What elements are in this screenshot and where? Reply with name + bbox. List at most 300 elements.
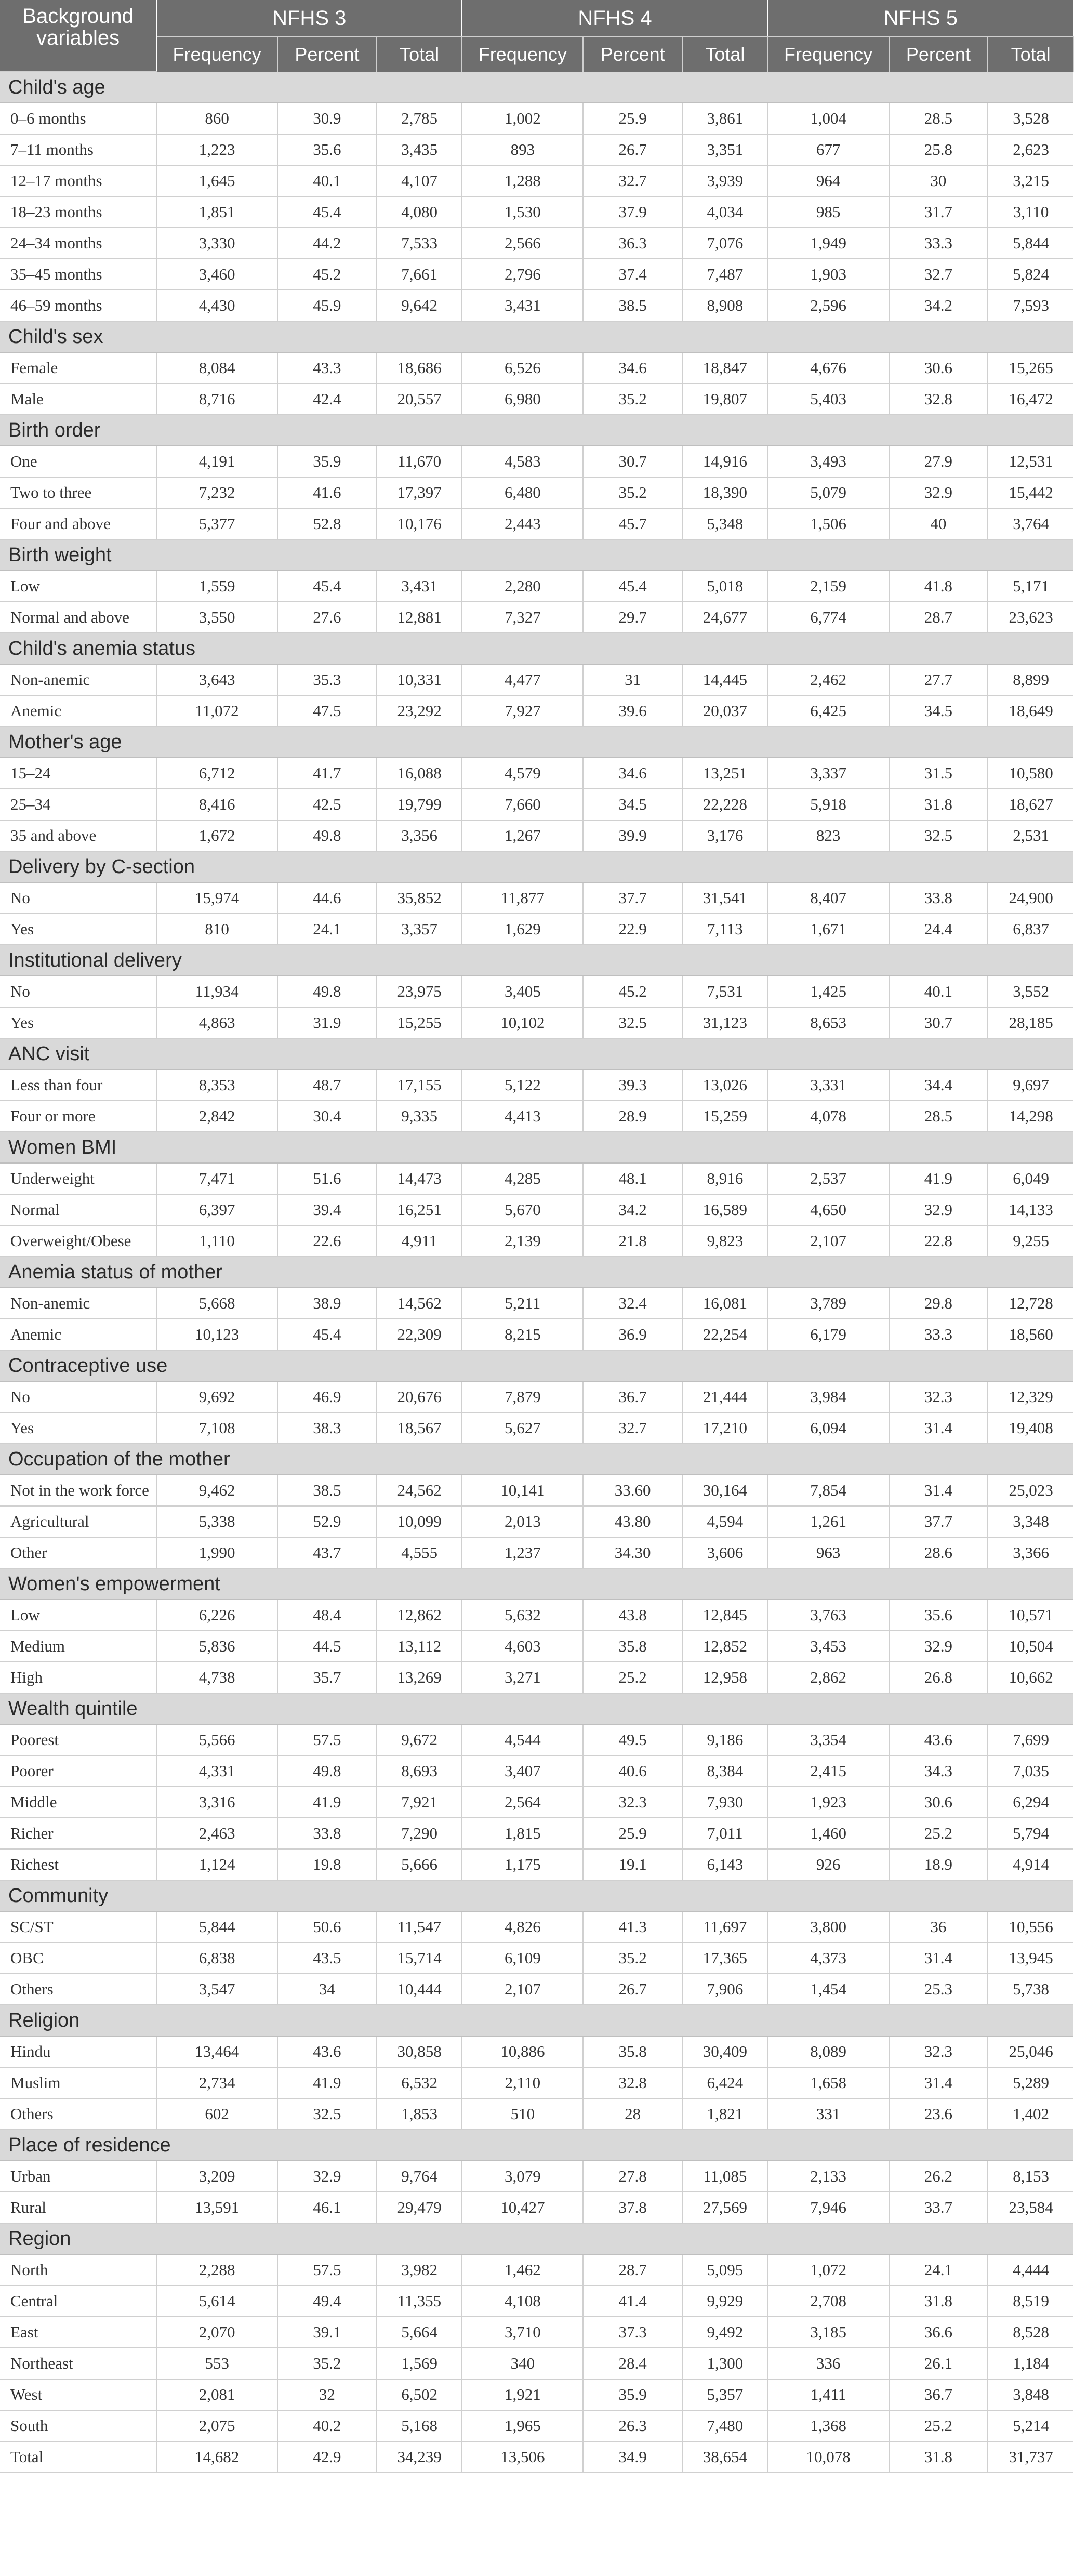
table-cell: 10,886 xyxy=(462,2036,583,2067)
table-cell: 1,990 xyxy=(156,1537,277,1568)
table-cell: 16,589 xyxy=(682,1194,768,1225)
table-cell: 18,627 xyxy=(988,789,1073,820)
table-cell: 12,329 xyxy=(988,1381,1073,1412)
table-cell: 8,519 xyxy=(988,2286,1073,2317)
group-header-row xyxy=(0,1880,1073,1911)
table-cell: 33.7 xyxy=(889,2192,988,2223)
table-cell: 35.8 xyxy=(583,2036,682,2067)
table-row xyxy=(0,1755,1073,1787)
table-cell: 39.4 xyxy=(277,1194,377,1225)
table-cell: 51.6 xyxy=(277,1163,377,1194)
table-cell: 4,579 xyxy=(462,758,583,789)
table-cell: 3,764 xyxy=(988,508,1073,539)
group-title: Contraceptive use xyxy=(0,1350,1073,1381)
table-cell: 6,143 xyxy=(682,1849,768,1880)
table-cell: 43.8 xyxy=(583,1600,682,1631)
row-label: 35–45 months xyxy=(0,259,156,290)
table-cell: 48.7 xyxy=(277,1069,377,1101)
table-cell: 11,934 xyxy=(156,976,277,1007)
table-cell: 2,531 xyxy=(988,820,1073,851)
table-cell: 28.9 xyxy=(583,1101,682,1132)
table-row xyxy=(0,1101,1073,1132)
table-cell: 25.2 xyxy=(889,2410,988,2441)
row-label: 15–24 xyxy=(0,758,156,789)
row-label: Overweight/Obese xyxy=(0,1225,156,1257)
table-cell: 13,506 xyxy=(462,2441,583,2473)
row-label: Low xyxy=(0,571,156,602)
table-cell: 31.4 xyxy=(889,1943,988,1974)
table-cell: 14,682 xyxy=(156,2441,277,2473)
table-cell: 4,650 xyxy=(768,1194,889,1225)
table-cell: 25.8 xyxy=(889,134,988,165)
table-cell: 4,444 xyxy=(988,2254,1073,2286)
table-cell: 32.9 xyxy=(277,2161,377,2192)
table-cell: 11,072 xyxy=(156,695,277,726)
table-cell: 38.5 xyxy=(277,1475,377,1506)
table-cell: 1,300 xyxy=(682,2348,768,2379)
table-cell: 16,081 xyxy=(682,1288,768,1319)
table-row xyxy=(0,259,1073,290)
row-label: Yes xyxy=(0,914,156,945)
table-cell: 30.4 xyxy=(277,1101,377,1132)
group-header-row xyxy=(0,2223,1073,2254)
table-cell: 4,080 xyxy=(377,196,462,228)
table-row xyxy=(0,789,1073,820)
table-cell: 20,557 xyxy=(377,384,462,415)
table-cell: 29.7 xyxy=(583,602,682,633)
table-row xyxy=(0,2036,1073,2067)
table-row xyxy=(0,1787,1073,1818)
table-cell: 26.1 xyxy=(889,2348,988,2379)
table-cell: 17,210 xyxy=(682,1412,768,1444)
table-cell: 33.3 xyxy=(889,1319,988,1350)
table-row xyxy=(0,2348,1073,2379)
table-cell: 23.6 xyxy=(889,2098,988,2130)
table-cell: 46.1 xyxy=(277,2192,377,2223)
table-cell: 34.2 xyxy=(583,1194,682,1225)
table-cell: 2,288 xyxy=(156,2254,277,2286)
table-cell: 9,642 xyxy=(377,290,462,321)
table-cell: 33.8 xyxy=(277,1818,377,1849)
table-cell: 7,011 xyxy=(682,1818,768,1849)
table-cell: 34.6 xyxy=(583,352,682,384)
table-cell: 32.3 xyxy=(889,2036,988,2067)
table-cell: 22.6 xyxy=(277,1225,377,1257)
table-cell: 20,676 xyxy=(377,1381,462,1412)
table-cell: 5,211 xyxy=(462,1288,583,1319)
table-cell: 43.3 xyxy=(277,352,377,384)
table-cell: 1,402 xyxy=(988,2098,1073,2130)
table-cell: 1,368 xyxy=(768,2410,889,2441)
table-cell: 6,425 xyxy=(768,695,889,726)
table-cell: 50.6 xyxy=(277,1911,377,1943)
table-row xyxy=(0,1007,1073,1038)
table-cell: 11,355 xyxy=(377,2286,462,2317)
table-cell: 30.7 xyxy=(889,1007,988,1038)
table-cell: 1,072 xyxy=(768,2254,889,2286)
table-cell: 5,627 xyxy=(462,1412,583,1444)
table-cell: 7,930 xyxy=(682,1787,768,1818)
table-cell: 3,316 xyxy=(156,1787,277,1818)
table-row xyxy=(0,2254,1073,2286)
table-cell: 26.8 xyxy=(889,1662,988,1693)
table-cell: 1,851 xyxy=(156,196,277,228)
table-cell: 1,110 xyxy=(156,1225,277,1257)
table-cell: 45.7 xyxy=(583,508,682,539)
table-cell: 5,668 xyxy=(156,1288,277,1319)
table-cell: 5,836 xyxy=(156,1631,277,1662)
table-cell: 3,271 xyxy=(462,1662,583,1693)
row-label: 46–59 months xyxy=(0,290,156,321)
row-label: SC/ST xyxy=(0,1911,156,1943)
table-cell: 30.6 xyxy=(889,1787,988,1818)
table-cell: 2,596 xyxy=(768,290,889,321)
table-row xyxy=(0,290,1073,321)
table-cell: 25.9 xyxy=(583,103,682,134)
survey-header: NFHS 5 xyxy=(768,0,1073,37)
table-cell: 11,085 xyxy=(682,2161,768,2192)
group-title: Region xyxy=(0,2223,1073,2254)
table-cell: 32.9 xyxy=(889,477,988,508)
table-cell: 13,591 xyxy=(156,2192,277,2223)
table-cell: 27.9 xyxy=(889,446,988,477)
table-cell: 27.6 xyxy=(277,602,377,633)
row-label: Low xyxy=(0,1600,156,1631)
table-row xyxy=(0,165,1073,196)
table-cell: 38.3 xyxy=(277,1412,377,1444)
table-cell: 18,390 xyxy=(682,477,768,508)
table-cell: 13,945 xyxy=(988,1943,1073,1974)
table-cell: 3,939 xyxy=(682,165,768,196)
table-cell: 9,929 xyxy=(682,2286,768,2317)
table-cell: 810 xyxy=(156,914,277,945)
table-cell: 7,327 xyxy=(462,602,583,633)
table-cell: 10,504 xyxy=(988,1631,1073,1662)
table-cell: 34.3 xyxy=(889,1755,988,1787)
group-header-row xyxy=(0,1132,1073,1163)
table-cell: 7,232 xyxy=(156,477,277,508)
row-label: Rural xyxy=(0,2192,156,2223)
table-cell: 5,844 xyxy=(156,1911,277,1943)
table-cell: 7,927 xyxy=(462,695,583,726)
table-cell: 28.6 xyxy=(889,1537,988,1568)
row-label: Four and above xyxy=(0,508,156,539)
table-cell: 1,237 xyxy=(462,1537,583,1568)
table-cell: 4,107 xyxy=(377,165,462,196)
table-cell: 9,255 xyxy=(988,1225,1073,1257)
row-label: Agricultural xyxy=(0,1506,156,1537)
table-cell: 32.7 xyxy=(583,1412,682,1444)
table-cell: 19.1 xyxy=(583,1849,682,1880)
subcolumn-header: Total xyxy=(682,37,768,72)
table-cell: 35.9 xyxy=(277,446,377,477)
table-row xyxy=(0,1600,1073,1631)
table-cell: 6,502 xyxy=(377,2379,462,2410)
row-label: East xyxy=(0,2317,156,2348)
table-row xyxy=(0,2286,1073,2317)
table-cell: 49.8 xyxy=(277,1755,377,1787)
table-cell: 35.3 xyxy=(277,664,377,695)
table-cell: 25.9 xyxy=(583,1818,682,1849)
table-cell: 8,716 xyxy=(156,384,277,415)
table-cell: 31.8 xyxy=(889,789,988,820)
table-cell: 32.5 xyxy=(277,2098,377,2130)
group-title: Birth order xyxy=(0,415,1073,446)
table-cell: 12,845 xyxy=(682,1600,768,1631)
table-cell: 2,785 xyxy=(377,103,462,134)
table-cell: 1,506 xyxy=(768,508,889,539)
table-cell: 5,844 xyxy=(988,228,1073,259)
table-cell: 5,614 xyxy=(156,2286,277,2317)
table-cell: 2,280 xyxy=(462,571,583,602)
row-label: West xyxy=(0,2379,156,2410)
table-cell: 24.1 xyxy=(277,914,377,945)
survey-header: NFHS 3 xyxy=(156,0,462,37)
table-row xyxy=(0,664,1073,695)
table-cell: 32 xyxy=(277,2379,377,2410)
table-cell: 10,444 xyxy=(377,1974,462,2005)
table-cell: 17,155 xyxy=(377,1069,462,1101)
table-cell: 7,480 xyxy=(682,2410,768,2441)
group-header-row xyxy=(0,1444,1073,1475)
table-cell: 4,583 xyxy=(462,446,583,477)
group-header-row xyxy=(0,539,1073,571)
table-cell: 17,397 xyxy=(377,477,462,508)
table-cell: 2,013 xyxy=(462,1506,583,1537)
table-cell: 6,526 xyxy=(462,352,583,384)
table-cell: 42.9 xyxy=(277,2441,377,2473)
table-row xyxy=(0,2410,1073,2441)
table-cell: 37.8 xyxy=(583,2192,682,2223)
table-cell: 45.2 xyxy=(277,259,377,290)
table-cell: 41.8 xyxy=(889,571,988,602)
table-cell: 9,335 xyxy=(377,1101,462,1132)
table-cell: 19.8 xyxy=(277,1849,377,1880)
table-cell: 3,215 xyxy=(988,165,1073,196)
row-label: 7–11 months xyxy=(0,134,156,165)
table-cell: 23,584 xyxy=(988,2192,1073,2223)
table-cell: 12,881 xyxy=(377,602,462,633)
table-cell: 4,191 xyxy=(156,446,277,477)
row-label: Female xyxy=(0,352,156,384)
table-cell: 22,228 xyxy=(682,789,768,820)
table-cell: 2,537 xyxy=(768,1163,889,1194)
table-row xyxy=(0,1381,1073,1412)
table-cell: 30,409 xyxy=(682,2036,768,2067)
table-cell: 5,566 xyxy=(156,1724,277,1755)
table-cell: 893 xyxy=(462,134,583,165)
row-label: Four or more xyxy=(0,1101,156,1132)
table-cell: 8,416 xyxy=(156,789,277,820)
table-cell: 7,879 xyxy=(462,1381,583,1412)
table-cell: 7,113 xyxy=(682,914,768,945)
table-row xyxy=(0,1506,1073,1537)
table-cell: 25.3 xyxy=(889,1974,988,2005)
table-cell: 15,255 xyxy=(377,1007,462,1038)
table-cell: 12,852 xyxy=(682,1631,768,1662)
table-cell: 3,110 xyxy=(988,196,1073,228)
table-cell: 7,533 xyxy=(377,228,462,259)
table-cell: 57.5 xyxy=(277,1724,377,1755)
table-cell: 2,133 xyxy=(768,2161,889,2192)
table-cell: 1,629 xyxy=(462,914,583,945)
table-cell: 7,906 xyxy=(682,1974,768,2005)
table-cell: 46.9 xyxy=(277,1381,377,1412)
row-label: North xyxy=(0,2254,156,2286)
table-cell: 3,185 xyxy=(768,2317,889,2348)
table-cell: 2,708 xyxy=(768,2286,889,2317)
table-row xyxy=(0,477,1073,508)
table-cell: 25,023 xyxy=(988,1475,1073,1506)
row-label: Central xyxy=(0,2286,156,2317)
table-cell: 3,435 xyxy=(377,134,462,165)
table-cell: 29,479 xyxy=(377,2192,462,2223)
table-cell: 35,852 xyxy=(377,882,462,914)
table-cell: 5,403 xyxy=(768,384,889,415)
table-cell: 12,728 xyxy=(988,1288,1073,1319)
table-cell: 1,645 xyxy=(156,165,277,196)
table-cell: 4,826 xyxy=(462,1911,583,1943)
table-cell: 5,824 xyxy=(988,259,1073,290)
table-cell: 30.7 xyxy=(583,446,682,477)
table-cell: 27.7 xyxy=(889,664,988,695)
table-cell: 1,460 xyxy=(768,1818,889,1849)
table-cell: 1,923 xyxy=(768,1787,889,1818)
table-cell: 9,697 xyxy=(988,1069,1073,1101)
table-cell: 32.5 xyxy=(583,1007,682,1038)
table-cell: 8,089 xyxy=(768,2036,889,2067)
table-header xyxy=(0,0,1073,72)
table-cell: 43.7 xyxy=(277,1537,377,1568)
table-cell: 37.4 xyxy=(583,259,682,290)
table-row xyxy=(0,2317,1073,2348)
table-cell: 31.4 xyxy=(889,2067,988,2098)
group-header-row xyxy=(0,2005,1073,2036)
group-header-row xyxy=(0,72,1073,103)
table-cell: 3,606 xyxy=(682,1537,768,1568)
table-cell: 15,442 xyxy=(988,477,1073,508)
table-cell: 4,676 xyxy=(768,352,889,384)
table-cell: 7,661 xyxy=(377,259,462,290)
table-cell: 32.3 xyxy=(889,1381,988,1412)
subcolumn-header: Total xyxy=(377,37,462,72)
table-cell: 36.6 xyxy=(889,2317,988,2348)
table-cell: 10,580 xyxy=(988,758,1073,789)
table-cell: 10,556 xyxy=(988,1911,1073,1943)
row-label: 0–6 months xyxy=(0,103,156,134)
survey-header: NFHS 4 xyxy=(462,0,767,37)
table-cell: 1,671 xyxy=(768,914,889,945)
table-cell: 331 xyxy=(768,2098,889,2130)
table-row xyxy=(0,882,1073,914)
table-cell: 13,251 xyxy=(682,758,768,789)
table-cell: 4,555 xyxy=(377,1537,462,1568)
row-label: Urban xyxy=(0,2161,156,2192)
table-cell: 5,348 xyxy=(682,508,768,539)
table-cell: 38.9 xyxy=(277,1288,377,1319)
table-cell: 10,662 xyxy=(988,1662,1073,1693)
row-label: 12–17 months xyxy=(0,165,156,196)
table-cell: 2,796 xyxy=(462,259,583,290)
table-cell: 602 xyxy=(156,2098,277,2130)
row-label: Anemic xyxy=(0,1319,156,1350)
row-label: Yes xyxy=(0,1412,156,1444)
table-cell: 52.8 xyxy=(277,508,377,539)
row-label: Poorer xyxy=(0,1755,156,1787)
table-cell: 5,738 xyxy=(988,1974,1073,2005)
table-cell: 6,094 xyxy=(768,1412,889,1444)
row-label: Medium xyxy=(0,1631,156,1662)
table-cell: 7,593 xyxy=(988,290,1073,321)
table-cell: 5,018 xyxy=(682,571,768,602)
table-cell: 15,714 xyxy=(377,1943,462,1974)
table-cell: 43.6 xyxy=(889,1724,988,1755)
table-row xyxy=(0,2192,1073,2223)
group-title: Occupation of the mother xyxy=(0,1444,1073,1475)
table-cell: 49.5 xyxy=(583,1724,682,1755)
table-row xyxy=(0,1974,1073,2005)
table-cell: 28,185 xyxy=(988,1007,1073,1038)
group-title: ANC visit xyxy=(0,1038,1073,1069)
table-cell: 21,444 xyxy=(682,1381,768,1412)
table-cell: 33.3 xyxy=(889,228,988,259)
table-cell: 48.1 xyxy=(583,1163,682,1194)
table-cell: 4,331 xyxy=(156,1755,277,1787)
table-cell: 40.1 xyxy=(889,976,988,1007)
table-cell: 27.8 xyxy=(583,2161,682,2192)
table-cell: 35.9 xyxy=(583,2379,682,2410)
table-row xyxy=(0,508,1073,539)
table-cell: 32.3 xyxy=(583,1787,682,1818)
row-label: 18–23 months xyxy=(0,196,156,228)
table-cell: 41.9 xyxy=(277,2067,377,2098)
table-cell: 16,088 xyxy=(377,758,462,789)
table-cell: 3,331 xyxy=(768,1069,889,1101)
table-cell: 36.9 xyxy=(583,1319,682,1350)
table-cell: 3,337 xyxy=(768,758,889,789)
table-cell: 35.2 xyxy=(583,477,682,508)
row-label: 35 and above xyxy=(0,820,156,851)
table-cell: 8,215 xyxy=(462,1319,583,1350)
table-cell: 3,351 xyxy=(682,134,768,165)
table-cell: 27,569 xyxy=(682,2192,768,2223)
table-cell: 10,331 xyxy=(377,664,462,695)
table-cell: 1,949 xyxy=(768,228,889,259)
table-cell: 36 xyxy=(889,1911,988,1943)
group-title: Mother's age xyxy=(0,726,1073,758)
table-cell: 6,837 xyxy=(988,914,1073,945)
table-row xyxy=(0,1849,1073,1880)
table-cell: 31.7 xyxy=(889,196,988,228)
table-cell: 5,079 xyxy=(768,477,889,508)
row-label: Total xyxy=(0,2441,156,2473)
table-row xyxy=(0,820,1073,851)
table-cell: 45.2 xyxy=(583,976,682,1007)
row-label: Normal xyxy=(0,1194,156,1225)
table-cell: 45.4 xyxy=(277,571,377,602)
table-row xyxy=(0,196,1073,228)
table-cell: 25,046 xyxy=(988,2036,1073,2067)
table-cell: 6,424 xyxy=(682,2067,768,2098)
table-cell: 18,686 xyxy=(377,352,462,384)
table-cell: 19,807 xyxy=(682,384,768,415)
table-cell: 12,862 xyxy=(377,1600,462,1631)
table-cell: 5,095 xyxy=(682,2254,768,2286)
table-cell: 13,269 xyxy=(377,1662,462,1693)
table-cell: 2,462 xyxy=(768,664,889,695)
subcolumn-header: Frequency xyxy=(156,37,277,72)
table-cell: 3,528 xyxy=(988,103,1073,134)
